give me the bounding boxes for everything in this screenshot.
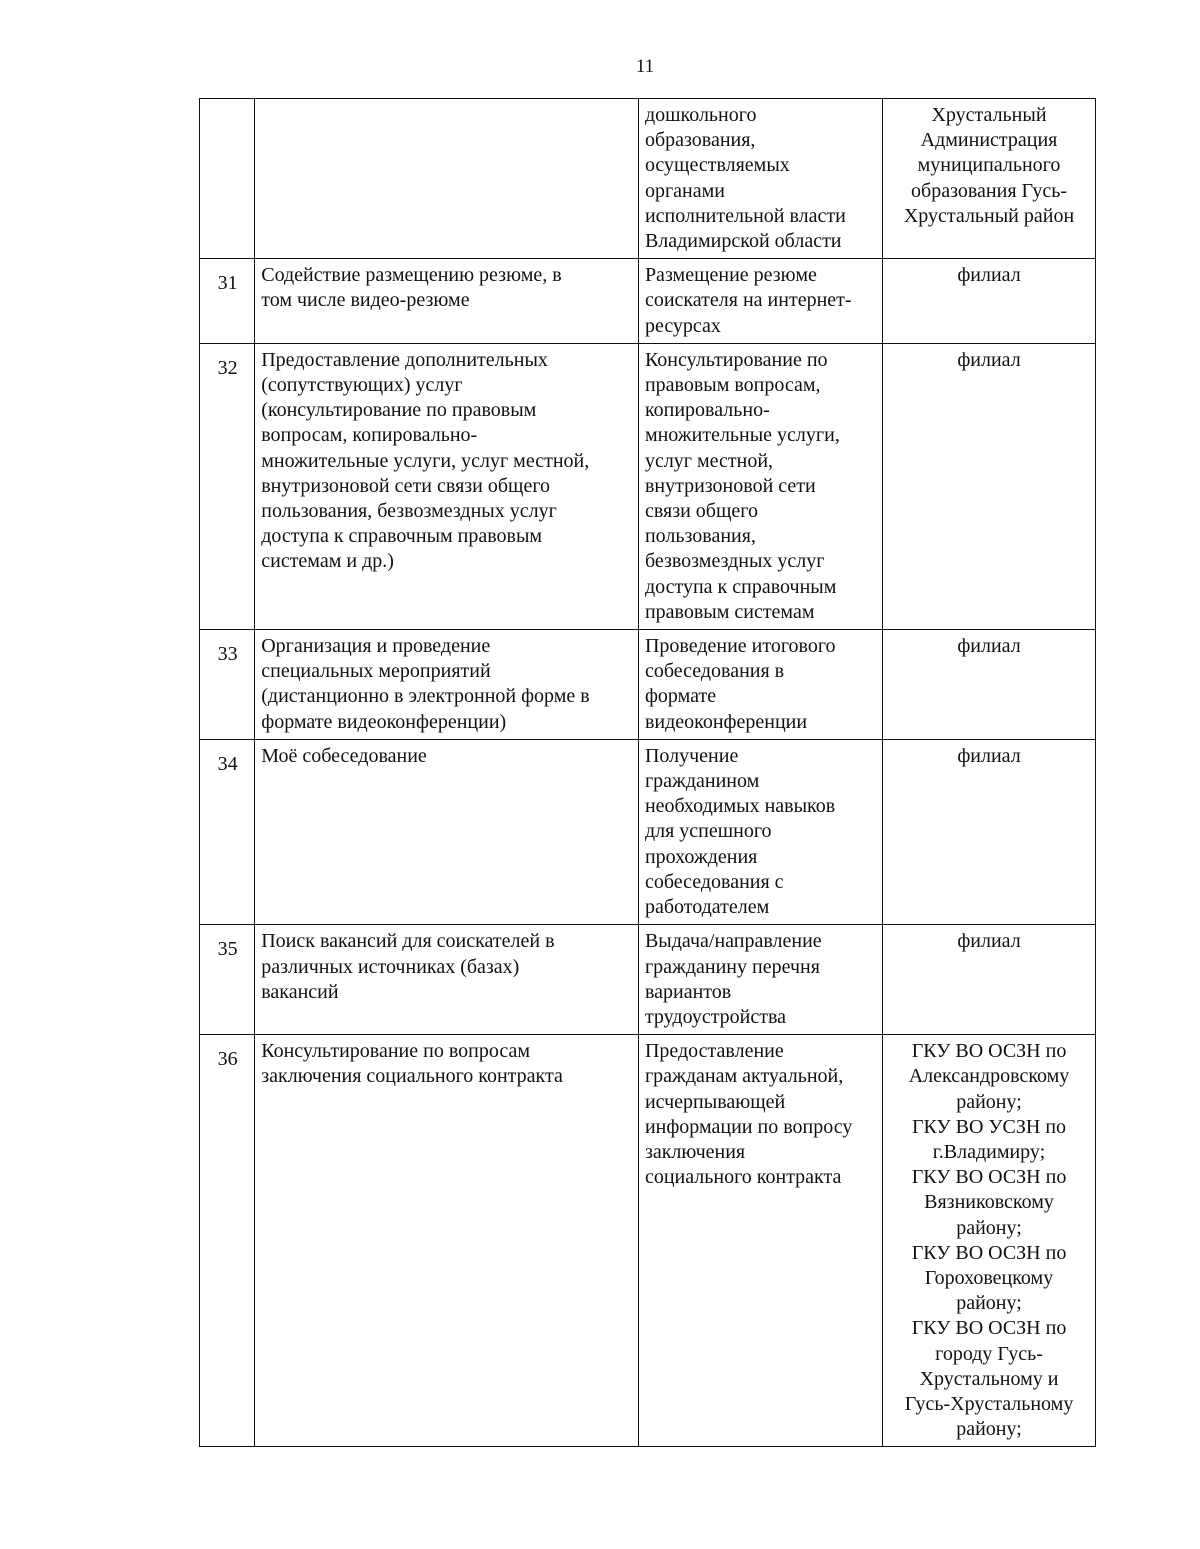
text-line: району; — [956, 1418, 1022, 1441]
text-line: пользования, безвозмездных услуг — [261, 500, 557, 523]
text-line: различных источниках (базах) — [261, 955, 520, 978]
service-name-cell — [255, 1035, 639, 1447]
service-name-cell — [255, 630, 639, 740]
text-line: Владимирской области — [644, 230, 842, 253]
service-name-cell — [255, 925, 639, 1035]
text-line: ресурсах — [644, 314, 721, 337]
service-description-cell — [638, 99, 882, 259]
text-line: системам и др.) — [261, 550, 394, 573]
text-line: Хрустальный — [931, 104, 1047, 126]
service-description-cell — [638, 630, 882, 740]
table-row — [200, 1035, 1096, 1447]
text-line: вопросам, копировально- — [261, 424, 478, 447]
row-number-cell: 33 — [200, 630, 255, 740]
text-line: Хрустальный район — [903, 204, 1075, 227]
text-line: гражданину перечня — [644, 955, 820, 978]
text-line: Организация и проведение — [261, 635, 491, 658]
text-line: Консультирование по вопросам — [261, 1040, 531, 1063]
text-line: доступа к справочным правовым — [261, 525, 543, 548]
text-line: вакансий — [261, 980, 339, 1003]
text-line: гражданином — [644, 770, 760, 793]
text-line: собеседования с — [644, 870, 784, 893]
text-line: информации по вопросу — [644, 1115, 853, 1138]
text-line: трудоустройства — [644, 1005, 787, 1028]
executor-cell — [883, 739, 1096, 924]
text-line: Проведение итогового — [644, 635, 836, 658]
text-line: для успешного — [644, 820, 772, 843]
text-line: муниципального — [917, 154, 1061, 177]
service-description-cell — [638, 925, 882, 1035]
service-name-cell — [255, 99, 639, 259]
text-line: Гусь-Хрустальному — [904, 1392, 1074, 1415]
service-description-cell — [638, 259, 882, 344]
text-line: филиал — [957, 348, 1021, 371]
service-description-cell — [638, 739, 882, 924]
text-line: работодателем — [644, 896, 770, 919]
text-line: копировально- — [644, 399, 770, 422]
executor-cell — [883, 259, 1096, 344]
executor-cell — [883, 630, 1096, 740]
text-line: связи общего — [644, 500, 758, 523]
text-line: ГКУ ВО ОСЗН по — [911, 1317, 1067, 1340]
text-line: Получение — [644, 744, 739, 767]
text-line: множительные услуги, — [644, 424, 840, 447]
table-row — [200, 925, 1096, 1035]
text-line: филиал — [957, 264, 1021, 287]
table-row — [200, 630, 1096, 740]
service-name-cell — [255, 739, 639, 924]
row-number-cell: 35 — [200, 925, 255, 1035]
text-line: том числе видео-резюме — [261, 289, 470, 312]
text-line: (консультирование по правовым — [261, 399, 537, 422]
text-line: осуществляемых — [644, 154, 790, 177]
text-line: формате видеоконференции) — [261, 710, 507, 733]
service-name-cell — [255, 343, 639, 629]
text-line: Размещение резюме — [644, 264, 817, 287]
text-line: г.Владимиру; — [932, 1140, 1046, 1163]
service-description-cell — [638, 343, 882, 629]
text-line: правовым системам — [644, 600, 815, 623]
text-line: району; — [956, 1216, 1022, 1239]
text-line: множительные услуги, услуг местной, — [261, 449, 590, 472]
text-line: филиал — [957, 930, 1021, 953]
text-line: Александровскому — [908, 1065, 1070, 1088]
executor-cell — [883, 1035, 1096, 1447]
row-number-cell: 34 — [200, 739, 255, 924]
text-line: собеседования в — [644, 660, 785, 683]
text-line: Предоставление дополнительных — [261, 348, 548, 371]
text-line: ГКУ ВО ОСЗН по — [911, 1166, 1067, 1189]
text-line: Моё собеседование — [261, 744, 427, 767]
text-line: социального контракта — [644, 1166, 842, 1189]
row-number-cell: 31 — [200, 259, 255, 344]
text-line: безвозмездных услуг — [644, 550, 825, 573]
text-line: Хрустальному и — [919, 1367, 1059, 1390]
text-line: району; — [956, 1090, 1022, 1113]
text-line: образования Гусь- — [911, 179, 1067, 202]
text-line: дошкольного — [644, 104, 757, 126]
text-line: филиал — [957, 635, 1021, 658]
table-row — [200, 99, 1096, 259]
row-number-cell: 32 — [200, 343, 255, 629]
text-line: внутризоновой сети связи общего — [261, 474, 551, 497]
text-line: ГКУ ВО ОСЗН по — [911, 1241, 1067, 1264]
text-line: городу Гусь- — [935, 1342, 1043, 1365]
text-line: Содействие размещению резюме, в — [261, 264, 562, 287]
text-line: необходимых навыков — [644, 795, 836, 818]
text-line: Вязниковскому — [924, 1191, 1054, 1214]
text-line: специальных мероприятий — [261, 660, 491, 683]
text-line: органами — [644, 179, 725, 202]
text-line: заключения социального контракта — [261, 1065, 563, 1088]
executor-cell — [883, 925, 1096, 1035]
row-number-cell: 36 — [200, 1035, 255, 1447]
table-body — [200, 99, 1096, 1447]
text-line: Администрация — [920, 129, 1058, 152]
text-line: Консультирование по — [644, 348, 828, 371]
text-line: району; — [956, 1292, 1022, 1315]
text-line: соискателя на интернет- — [644, 289, 852, 312]
table-row — [200, 259, 1096, 344]
text-line: (сопутствующих) услуг — [261, 374, 463, 397]
services-table — [199, 98, 1096, 1447]
text-line: пользования, — [644, 525, 756, 548]
service-description-cell — [638, 1035, 882, 1447]
executor-cell — [883, 99, 1096, 259]
executor-cell — [883, 343, 1096, 629]
text-line: заключения — [644, 1140, 746, 1163]
text-line: Предоставление — [644, 1040, 784, 1063]
text-line: исчерпывающей — [644, 1090, 786, 1113]
text-line: Гороховецкому — [924, 1266, 1054, 1289]
table-row — [200, 343, 1096, 629]
text-line: гражданам актуальной, — [644, 1065, 844, 1088]
text-line: правовым вопросам, — [644, 374, 821, 397]
text-line: формате — [644, 685, 717, 708]
row-number-cell — [200, 99, 255, 259]
text-line: Поиск вакансий для соискателей в — [261, 930, 555, 953]
text-line: ГКУ ВО ОСЗН по — [911, 1040, 1067, 1063]
text-line: прохождения — [644, 845, 758, 868]
text-line: внутризоновой сети — [644, 474, 816, 497]
text-line: филиал — [957, 744, 1021, 767]
text-line: Выдача/направление — [644, 930, 822, 953]
text-line: услуг местной, — [644, 449, 774, 472]
text-line: ГКУ ВО УСЗН по — [911, 1115, 1067, 1138]
text-line: доступа к справочным — [644, 575, 837, 598]
text-line: видеоконференции — [644, 710, 808, 733]
page-number: 11 — [635, 56, 655, 77]
text-line: исполнительной власти — [644, 204, 846, 227]
table-row — [200, 739, 1096, 924]
text-line: (дистанционно в электронной форме в — [261, 685, 590, 708]
text-line: вариантов — [644, 980, 732, 1003]
service-name-cell — [255, 259, 639, 344]
text-line: образования, — [644, 129, 756, 152]
